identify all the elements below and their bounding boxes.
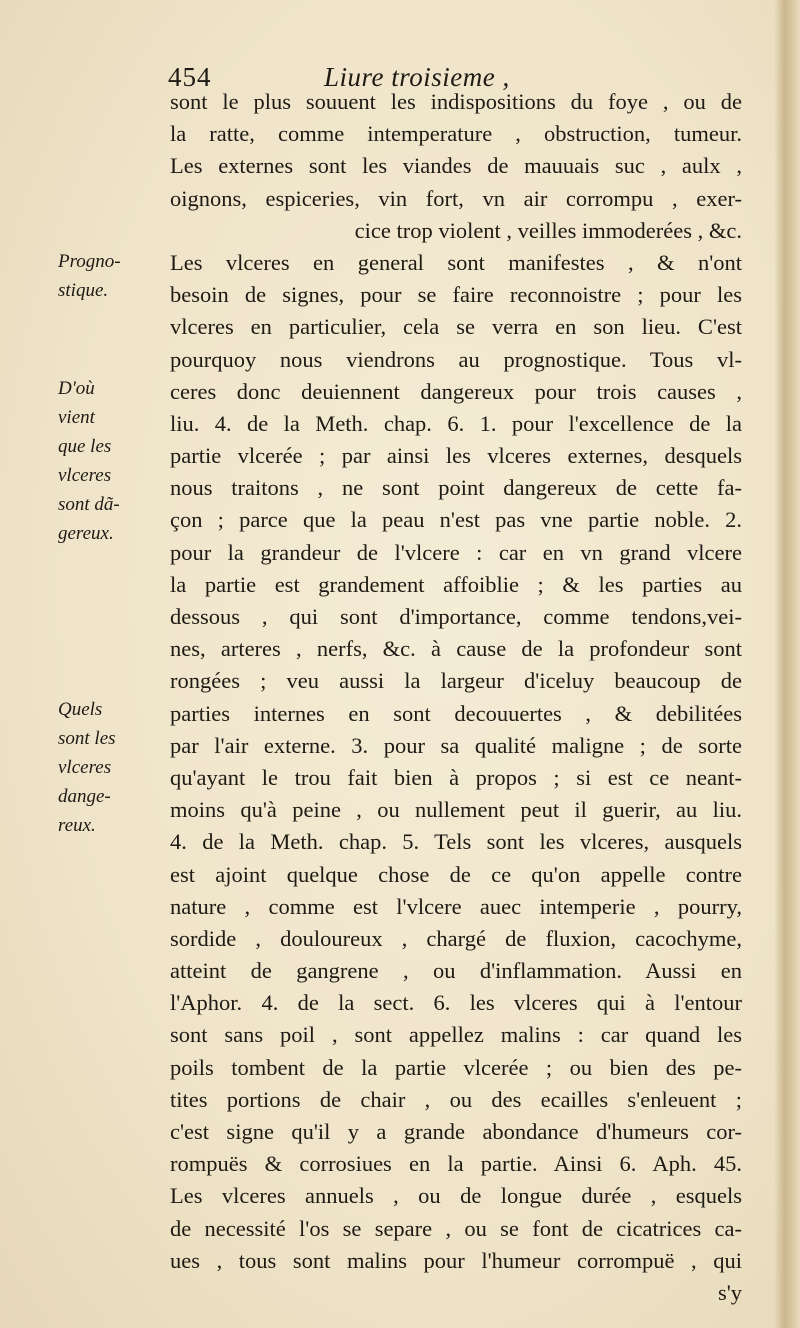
text-line: rompuës & corrosiues en la partie. Ainsi 6. Aph. 45. [170,1151,742,1177]
text-line: de necessité l'os se separe , ou se font de cicatrices ca- [170,1215,742,1241]
margin-note-line: vient [58,407,95,428]
margin-note-line: reux. [58,815,96,836]
text-line: la partie est grandement affoiblie ; & les parties au [170,571,742,597]
text-line: sordide , douloureux , chargé de fluxion, cacochyme, [170,925,742,951]
text-line: çon ; parce que la peau n'est pas vne partie noble. 2. [170,507,742,533]
text-line: Les vlceres en general sont manifestes , & n'ont [170,249,742,275]
text-line: Les externes sont les viandes de mauuais suc , aulx , [170,153,742,179]
text-line: l'Aphor. 4. de la sect. 6. les vlceres qui à l'entour [170,990,742,1016]
margin-note-prognostique [58,247,158,305]
text-line: cice trop violent , veilles immoderées , &c. [354,217,742,243]
margin-note-line: D'où [58,378,95,399]
text-line: nature , comme est l'vlcere auec intemperie , pourry, [170,893,742,919]
margin-note-line: Quels [58,699,103,720]
text-line: qu'ayant le trou fait bien à propos ; si est ce neant- [170,764,742,790]
margin-note-line: gereux. [58,523,114,544]
margin-note-line: sont dã- [58,494,120,515]
text-line: sont le plus souuent les indispositions du foye , ou de [170,89,742,114]
text-line: tites portions de chair , ou des ecailles s'enleuent ; [170,1086,742,1112]
margin-note-quels-sont [58,695,158,840]
margin-note-line: sont les [58,728,116,749]
margin-note-line: stique. [58,280,109,301]
text-line: liu. 4. de la Meth. chap. 6. 1. pour l'excellence de la [170,410,742,436]
margin-note-line: Progno- [58,251,121,272]
margin-note-line: vlceres [58,465,112,486]
margin-note-line: vlceres [58,757,112,778]
text-line: nes, arteres , nerfs, &c. à cause de la profondeur sont [170,636,742,662]
text-line: Les vlceres annuels , ou de longue durée , esquels [170,1183,742,1209]
running-title: Liure troisieme , [324,62,510,92]
margin-note-dou-vient [58,374,158,548]
text-line: partie vlcerée ; par ainsi les vlceres externes, desquels [170,443,742,469]
text-line: rongées ; veu aussi la largeur d'iceluy beaucoup de [170,668,742,694]
text-line: oignons, espiceries, vin fort, vn air corrompu , exer- [170,185,742,211]
text-line: ues , tous sont malins pour l'humeur corrompuë , qui [170,1247,742,1273]
text-line: 4. de la Meth. chap. 5. Tels sont les vlceres, ausquels [170,829,742,855]
text-line: dessous , qui sont d'importance, comme tendons,vei- [170,604,742,629]
margin-note-line: dange- [58,786,111,807]
text-line: s'y [717,1279,742,1305]
text-line: parties internes en sont decouuertes , & debilitées [170,700,742,726]
text-line: moins qu'à peine , ou nullement peut il guerir, au liu. [170,797,742,823]
text-line: sont sans poil , sont appellez malins : car quand les [170,1022,742,1048]
text-line: pour la grandeur de l'vlcere : car en vn grand vlcere [170,539,742,565]
text-line: pourquoy nous viendrons au prognostique. Tous vl- [170,346,742,372]
text-line: atteint de gangrene , ou d'inflammation. Aussi en [170,958,742,984]
text-line: nous traitons , ne sont point dangereux de cette fa- [170,475,742,501]
page-number: 454 [168,62,212,92]
margin-note-line: que les [58,436,112,457]
text-line: besoin de signes, pour se faire reconnoistre ; pour les [170,282,742,308]
text-line: ceres donc deuiennent dangereux pour trois causes , [170,378,742,404]
text-line: est ajoint quelque chose de ce qu'on appelle contre [170,861,742,887]
text-line: c'est signe qu'il y a grande abondance d'humeurs cor- [170,1119,742,1144]
body-text [170,86,742,1309]
text-line: poils tombent de la partie vlcerée ; ou bien des pe- [170,1054,742,1080]
text-line: par l'air externe. 3. pour sa qualité maligne ; de sorte [170,732,742,758]
page-gutter-shadow [774,0,800,1328]
text-line: la ratte, comme intemperature , obstruction, tumeur. [170,121,742,147]
text-line: vlceres en particulier, cela se verra en son lieu. C'est [170,314,742,340]
